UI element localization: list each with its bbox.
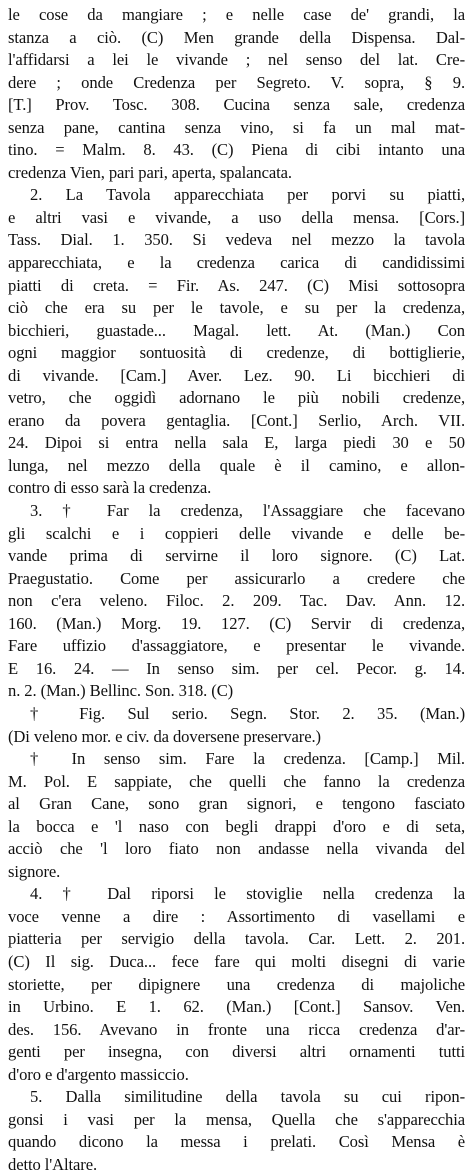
- text-line: des. 156. Avevano in fronte una ricca credenza d'ar-: [8, 1019, 465, 1039]
- text-line: credenza Vien, pari pari, aperta, spalancata.: [8, 162, 292, 182]
- text-line: l'affidarsi a lei le vivande ; nel senso del lat. Cre-: [8, 50, 465, 70]
- text-line: 2. La Tavola apparecchiata per porvi su piatti,: [30, 185, 465, 205]
- text-line: quando dicono la messa i prelati. Così Mensa è: [8, 1132, 465, 1152]
- text-line: la bocca e 'l naso con begli drappi d'oro e di seta,: [8, 816, 465, 836]
- text-line: erano da povera gentaglia. [Cont.] Serlio, Arch. VII.: [8, 410, 465, 430]
- text-line: E 16. 24. — In senso sim. per cel. Pecor. g. 14.: [8, 658, 465, 678]
- text-line: n. 2. (Man.) Bellinc. Son. 318. (C): [8, 681, 234, 701]
- text-line: (C) Il sig. Duca... fece fare qui molti disegni di varie: [8, 951, 465, 971]
- text-line: senza pane, cantina senza vino, si fa un mal mat-: [8, 117, 465, 137]
- text-line: non c'era veleno. Filoc. 2. 209. Tac. Dav. Ann. 12.: [8, 591, 465, 611]
- text-line: 4. † Dal riporsi le stoviglie nella credenza la: [30, 884, 465, 904]
- text-line: contro di esso sarà la credenza.: [8, 478, 212, 498]
- text-line: 5. Dalla similitudine della tavola su cui ripon-: [30, 1087, 465, 1107]
- text-line: M. Pol. E sappiate, che quelli che fanno la credenza: [8, 771, 465, 791]
- text-line: apparecchiata, e la credenza carica di candidissimi: [8, 253, 465, 273]
- text-line: dere ; onde Credenza per Segreto. V. sopra, § 9.: [8, 72, 465, 92]
- text-line: vetro, che oggidì adornano le più nobili credenze,: [8, 388, 465, 408]
- text-line: † In senso sim. Fare la credenza. [Camp.] Mil.: [30, 749, 465, 769]
- text-line: ciò che era su per le tavole, e su per la credenza,: [8, 298, 465, 318]
- text-line: † Fig. Sul serio. Segn. Stor. 2. 35. (Man.): [30, 703, 465, 723]
- text-line: piatteria per servigio della tavola. Car. Lett. 2. 201.: [8, 929, 465, 949]
- text-line: le cose da mangiare ; e nelle case de' grandi, la: [8, 5, 465, 24]
- text-line: genti per insegna, con diversi altri ornamenti tutti: [8, 1042, 465, 1062]
- text-line: storiette, per dipignere una credenza di majoliche: [8, 974, 465, 994]
- text-line: 160. (Man.) Morg. 19. 127. (C) Servir di credenza,: [8, 613, 465, 633]
- text-line: 3. † Far la credenza, l'Assaggiare che facevano: [30, 501, 465, 521]
- text-line: d'oro e d'argento massiccio.: [8, 1064, 189, 1084]
- text-line: al Gran Cane, sono gran signori, e tengono fasciato: [8, 794, 465, 814]
- text-line: gonsi i vasi per la mensa, Quella che s'apparecchia: [8, 1109, 465, 1129]
- text-line: detto l'Altare.: [8, 1154, 98, 1174]
- text-line: (Di veleno mor. e civ. da doversene preservare.): [8, 726, 321, 746]
- text-line: lunga, nel mezzo della quale è il camino, e allon-: [8, 455, 465, 475]
- text-line: signore.: [8, 861, 61, 881]
- text-line: [T.] Prov. Tosc. 308. Cucina senza sale, credenza: [8, 95, 465, 115]
- text-line: Fare uffizio d'assaggiatore, e presentar le vivande.: [8, 636, 465, 656]
- text-line: gli scalchi e i coppieri delle vivande e delle be-: [8, 523, 465, 543]
- text-line: 24. Dipoi si entra nella sala E, larga piedi 30 e 50: [8, 433, 465, 453]
- text-line: ogni maggior sontuosità di credenze, di bottiglierie,: [8, 343, 465, 363]
- text-line: bicchieri, guastade... Magal. lett. At. (Man.) Con: [8, 320, 465, 340]
- text-line: acciò che 'l loro fiato non andasse nella vivanda del: [8, 839, 465, 859]
- text-line: piatti di creta. = Fir. As. 247. (C) Misi sottosopra: [8, 275, 465, 295]
- text-line: e altri vasi e vivande, a uso della mensa. [Cors.]: [8, 207, 465, 227]
- text-line: tino. = Malm. 8. 43. (C) Piena di cibi intanto una: [8, 140, 465, 160]
- entry-text-body: [8, 4, 465, 1176]
- text-line: di vivande. [Cam.] Aver. Lez. 90. Li bicchieri di: [8, 365, 465, 385]
- text-line: Praegustatio. Come per assicurarlo a credere che: [8, 568, 465, 588]
- text-line: in Urbino. E 1. 62. (Man.) [Cont.] Sansov. Ven.: [8, 997, 465, 1017]
- text-line: stanza a ciò. (C) Men grande della Dispensa. Dal-: [8, 27, 465, 47]
- text-line: voce venne a dire : Assortimento di vasellami e: [8, 906, 465, 926]
- text-line: Tass. Dial. 1. 350. Si vedeva nel mezzo la tavola: [8, 230, 465, 250]
- text-line: vande prima di servirne il loro signore. (C) Lat.: [8, 546, 465, 566]
